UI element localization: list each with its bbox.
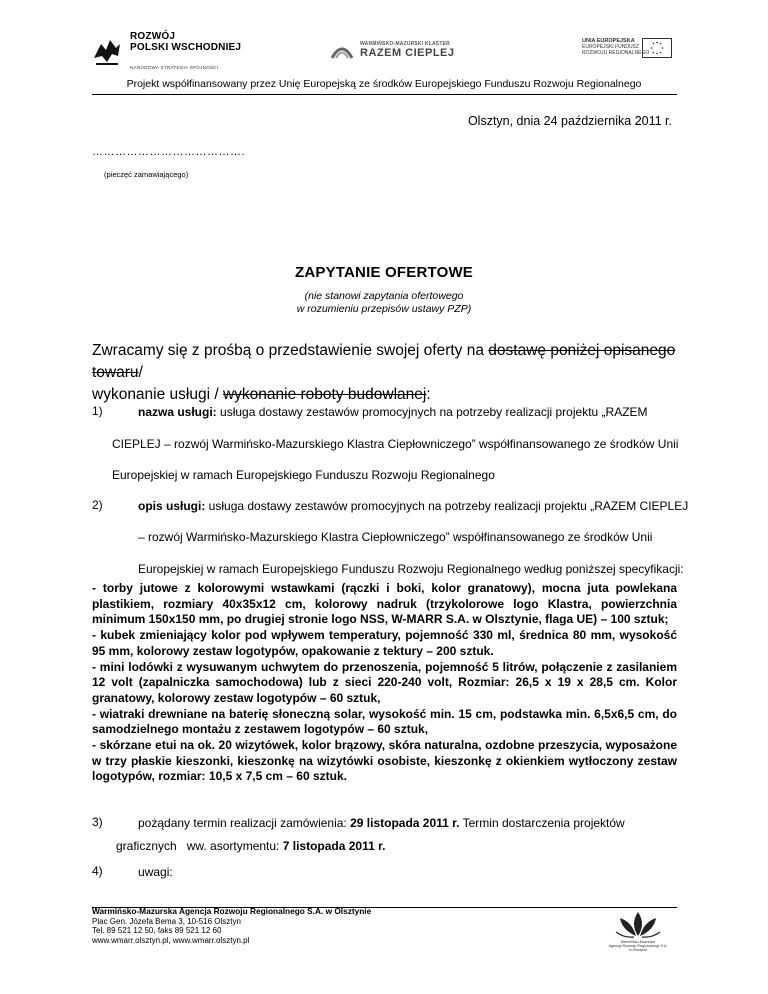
footer-logo-cap1: Warmińsko-Mazurska [620,940,656,944]
item-2-number: 2) [92,498,103,512]
item-1-line2: CIEPLEJ – rozwój Warmińsko-Mazurskiego Klastra Ciepłowniczego” współfinansowanego ze środków Unii [112,437,679,451]
footer-address [92,907,371,945]
footer-logo-caption [608,940,668,953]
item-3-text1: pożądany termin realizacji zamówienia: [138,816,351,830]
item-3-number: 3) [92,815,103,829]
item-2-line2: – rozwój Warmińsko-Mazurskiego Klastra Ciepłowniczego” współfinansowanego ze środków Unii [138,530,653,544]
item-3-date1: 29 listopada 2011 r. [350,816,460,830]
page-subtitle [0,290,768,316]
item-2-line1-text: usługa dostawy zestawów promocyjnych na potrzeby realizacji projektu „RAZEM CIEPLEJ [205,499,689,513]
spec-item-card-holders: - skórzane etui na ok. 20 wizytówek, kolor brązowy, skóra naturalna, ozdobne przeszycia, wyposażone w trzy płaskie kieszonki, kieszonkę na wizytówki osobiste, kieszonkę z okienkiem wytłoczony zestaw logotypów, rozmiar: 10,5 x 7,5 cm – 60 sztuk. [92,738,677,784]
intro-struck1: dostawę poniżej opisanego towaru [92,342,676,381]
footer-logo-cap2: Agencja Rozwoju Regionalnego S.A. [608,944,668,949]
item-1-number: 1) [92,404,103,418]
item-2-label: opis usługi: [138,499,206,513]
item-2-line3: Europejskiej w ramach Europejskiego Funduszu Rozwoju Regionalnego według poniższej specyfikacji: [138,562,684,576]
intro-part4: : [426,386,431,403]
cluster-arc-icon [330,40,354,62]
item-1-line3: Europejskiej w ramach Europejskiego Funduszu Rozwoju Regionalnego [112,468,495,482]
project-cofinancing-line: Projekt współfinansowany przez Unię Europejską ze środków Europejskiego Funduszu Rozwoju Regionalnego [126,78,642,90]
subtitle-line2: w rozumieniu przepisów ustawy PZP) [296,303,472,315]
spec-item-fridges: - mini lodówki z wysuwanym uchwytem do przenoszenia, pojemność 5 litrów, połączenie z zasilaniem 12 volt (zapalniczka samochodowa) lub z sieci 220-240 volt, Rozmiar: 26,5 x 19 x 28,5 cm. Kolor granatowy, kolorowy zestaw logotypów – 60 sztuk, [92,659,677,705]
item-3-text2: Termin dostarczenia projektów [459,816,625,830]
logo-eu [582,36,674,62]
logo-left-text [130,32,241,53]
intro-part1: Zwracamy się z prośbą o przedstawienie swojej oferty na [92,342,489,359]
logo-left-sub: NARODOWA STRATEGIA SPÓJNOŚCI [130,65,219,70]
spec-item-windmills: - wiatraki drewniane na baterię słoneczną solar, wysokość min. 15 cm, podstawka min. 6,5x6,5 cm, do samodzielnego montażu z zestawem logotypów – 60 sztuk, [92,706,677,737]
footer-logo-cap3: w Olsztynie [628,948,648,953]
logo-rozwoj-polski-wschodniej [92,32,262,72]
logo-left-line2: POLSKI WSCHODNIEJ [130,41,242,53]
logo-eu-line1: UNIA EUROPEJSKA [582,38,635,44]
spec-item-mugs: - kubek zmieniający kolor pod wpływem temperatury, pojemność 330 ml, średnica 80 mm, wysokość 95 mm, kolorowy zestaw logotypów, opakowanie z tektury – 200 sztuk. [92,628,677,658]
intro-part3: wykonanie usługi / [92,386,223,403]
logo-mid-line1: WARMIŃSKO-MAZURSKI KLASTER [360,41,450,47]
header-divider [92,94,677,95]
item-4-text: uwagi: [138,865,173,879]
item-3-date2: 7 listopada 2011 r. [282,839,386,853]
document-date: Olsztyn, dnia 24 października 2011 r. [467,114,672,128]
footer-org: Warmińsko-Mazurska Agencja Rozwoju Regionalnego S.A. w Olsztynie [92,906,372,916]
item-1-line1-text: usługa dostawy zestawów promocyjnych na potrzeby realizacji projektu „RAZEM [216,405,648,419]
logo-eu-line2: EUROPEJSKI FUNDUSZ [582,44,639,50]
page-title: ZAPYTANIE OFERTOWE [294,264,474,281]
logo-mid-line2: RAZEM CIEPLEJ [360,47,455,59]
stamp-placeholder-dots: …………………………………. [92,146,246,158]
intro-struck2: wykonanie roboty budowlanej [222,386,427,403]
eagle-logo-icon [92,34,122,68]
intro-part2: / [138,364,143,381]
item-3-text3: graficznych ww. asortymentu: [116,839,283,853]
item-1-label: nazwa usługi: [138,405,217,419]
spec-item-bags: - torby jutowe z kolorowymi wstawkami (rączki i boki, kolor granatowy), mocna juta powlekana plastikiem, rozmiary 40x35x12 cm, kolorowy nadruk (trzykolorowe logo Klastra, powierzchnia minimum 150x150 mm, po drugiej stronie logo NSS, W-MARR S.A. w Olsztynie, flaga UE) – 100 sztuk; [92,581,677,627]
footer-web: www.wmarr.olsztyn.pl, www.wmarr.olsztyn.pl [92,935,250,945]
logo-razem-cieplej [330,38,480,64]
item-2-line1 [138,490,688,523]
footer-address-line: Plac Gen. Józefa Bema 3, 10-516 Olsztyn [92,916,241,926]
specification-list [92,581,677,785]
logo-eu-line3: ROZWOJU REGIONALNEGO [582,50,650,56]
item-1-line1 [138,396,648,429]
footer-wmarr-logo [608,908,668,968]
logo-left-line1: ROZWÓJ [130,31,176,42]
footer-phone: Tel. 89 521 12 50, faks 89 521 12 60 [92,926,222,935]
item-4-number: 4) [92,864,103,878]
stamp-label: (pieczęć zamawiającego) [104,170,189,179]
eu-flag-icon [642,38,672,58]
leaf-logo-icon [608,908,668,940]
logo-eu-text [582,38,649,56]
subtitle-line1: (nie stanowi zapytania ofertowego [304,290,464,302]
